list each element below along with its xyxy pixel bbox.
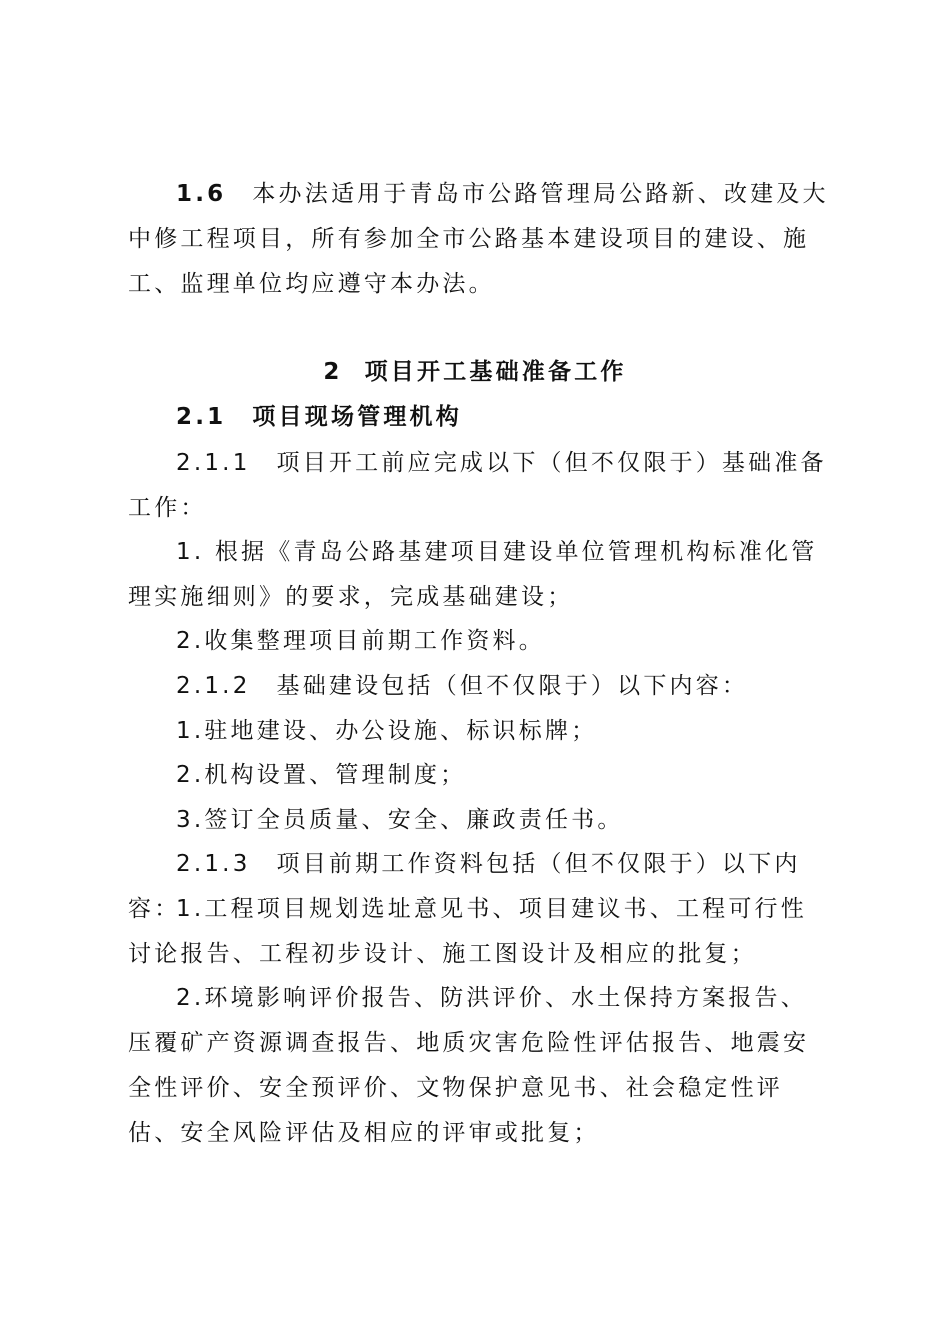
clause-number: 2.1.1 [176, 450, 251, 476]
section-number: 2.1 [176, 404, 227, 430]
chapter-heading [0, 350, 950, 395]
section-title: 项目现场管理机构 [252, 404, 462, 430]
clause-2-1-2 [128, 664, 833, 709]
chapter-title: 项目开工基础准备工作 [364, 359, 627, 385]
list-item: 1.驻地建设、办公设施、标识标牌； [176, 718, 598, 744]
clause-text: 基础建设包括（但不仅限于）以下内容： [276, 673, 749, 699]
list-item: 1.工程项目规划选址意见书、项目建议书、工程可行性讨论报告、工程初步设计、施工图设计及相应的批复； [128, 896, 807, 967]
list-item: 1. 根据《青岛公路基建项目建设单位管理机构标准化管理实施细则》的要求，完成基础建设； [128, 539, 818, 610]
list-item: 2.环境影响评价报告、防洪评价、水土保持方案报告、压覆矿产资源调查报告、地质灾害危险性评估报告、地震安全性评价、安全预评价、文物保护意见书、社会稳定性评估、安全风险评估及相应的评审或批复； [128, 985, 810, 1146]
chapter-number: 2 [323, 359, 343, 385]
clause-number: 1.6 [176, 181, 227, 207]
list-item: 2.收集整理项目前期工作资料。 [176, 628, 545, 654]
clause-2-1-1 [128, 441, 833, 531]
list-item: 2.机构设置、管理制度； [176, 762, 467, 788]
clause-text: 项目开工前应完成以下（但不仅限于）基础准备工作： [128, 450, 827, 521]
clause-number: 2.1.2 [176, 673, 251, 699]
clause-1-6 [128, 172, 833, 307]
section-heading-2-1 [128, 395, 833, 440]
clause-text: 本办法适用于青岛市公路管理局公路新、改建及大中修工程项目，所有参加全市公路基本建设项目的建设、施工、监理单位均应遵守本办法。 [128, 181, 829, 297]
list-item: 3.签订全员质量、安全、廉政责任书。 [176, 807, 624, 833]
clause-text: 项目前期工作资料包括（但不仅限于）以下内容： [128, 851, 801, 922]
clause-number: 2.1.3 [176, 851, 251, 877]
